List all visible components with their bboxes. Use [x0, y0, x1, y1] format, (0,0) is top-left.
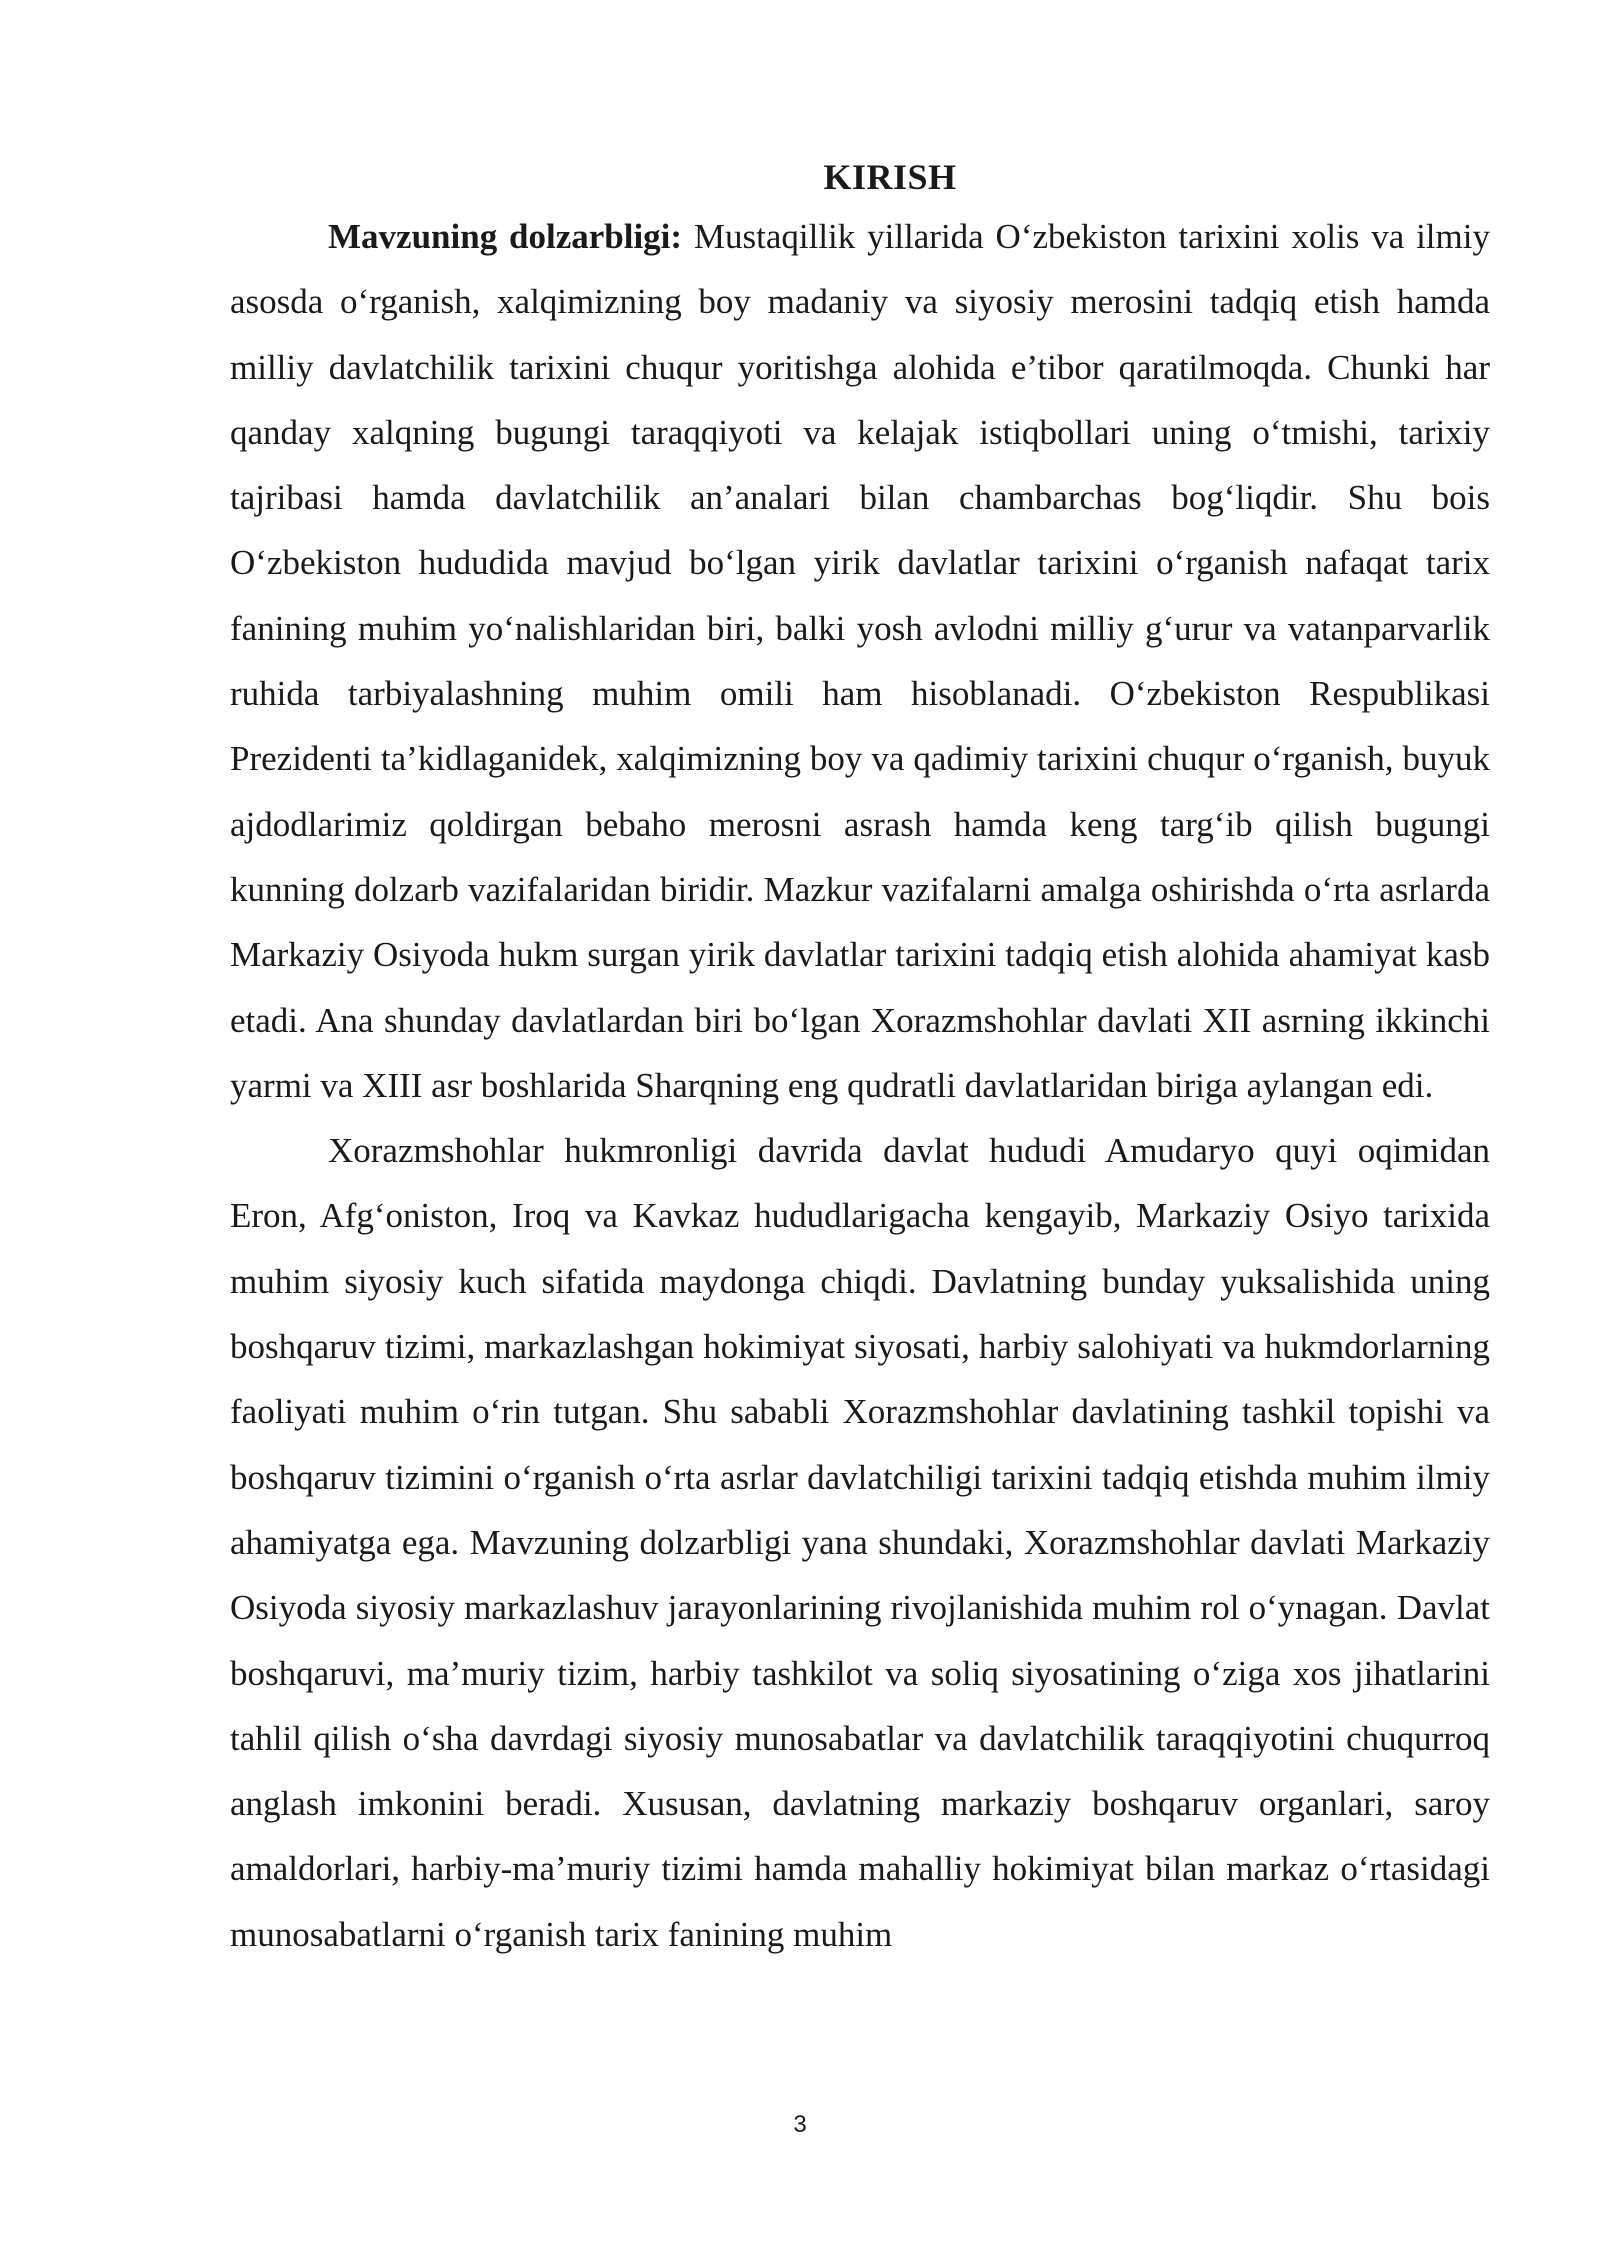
page-number: 3 [793, 2111, 807, 2138]
paragraph-lead: Mavzuning dolzarbligi: [328, 217, 683, 256]
paragraph-khorezmshahs [230, 1118, 1490, 1967]
paragraph-text: Xorazmshohlar hukmronligi davrida davlat hududi Amudaryo quyi oqimidan Eron, Afg‘oniston, Iroq va Kavkaz hududlarigacha kengayib, Markaziy Osiyo tarixida muhim siyosiy kuch sifatida maydonga chiqdi. Davlatning bunday yuksalishida uning boshqaruv tizimi, markazlashgan hokimiyat siyosati, harbiy salohiyati va hukmdorlarning faoliyati muhim o‘rin tutgan. Shu sababli Xorazmshohlar davlatining tashkil topishi va boshqaruv tizimini o‘rganish o‘rta asrlar davlatchiligi tarixini tadqiq etishda muhim ilmiy ahamiyatga ega. Mavzuning dolzarbligi yana shundaki, Xorazmshohlar davlati Markaziy Osiyoda siyosiy markazlashuv jarayonlarining rivojlanishida muhim rol o‘ynagan. Davlat boshqaruvi, ma’muriy tizim, harbiy tashkilot va soliq siyosatining o‘ziga xos jihatlarini tahlil qilish o‘sha davrdagi siyosiy munosabatlar va davlatchilik taraqqiyotini chuqurroq anglash imkonini beradi. Xususan, davlatning markaziy boshqaruv organlari, saroy amaldorlari, harbiy-ma’muriy tizimi hamda mahalliy hokimiyat bilan markaz o‘rtasidagi munosabatlarni o‘rganish tarix fanining muhim [230, 1131, 1490, 1954]
paragraph-relevance [230, 204, 1490, 1118]
page-content [230, 150, 1490, 1967]
paragraph-text: Mustaqillik yillarida O‘zbekiston tarixini xolis va ilmiy asosda o‘rganish, xalqimizning boy madaniy va siyosiy merosini tadqiq etish hamda milliy davlatchilik tarixini chuqur yoritishga alohida e’tibor qaratilmoqda. Chunki har qanday xalqning bugungi taraqqiyoti va kelajak istiqbollari uning o‘tmishi, tarixiy tajribasi hamda davlatchilik an’analari bilan chambarchas bog‘liqdir. Shu bois O‘zbekiston hududida mavjud bo‘lgan yirik davlatlar tarixini o‘rganish nafaqat tarix fanining muhim yo‘nalishlaridan biri, balki yosh avlodni milliy g‘urur va vatanparvarlik ruhida tarbiyalashning muhim omili ham hisoblanadi. O‘zbekiston Respublikasi Prezidenti ta’kidlaganidek, xalqimizning boy va qadimiy tarixini chuqur o‘rganish, buyuk ajdodlarimiz qoldirgan bebaho merosni asrash hamda keng targ‘ib qilish bugungi kunning dolzarb vazifalaridan biridir. Mazkur vazifalarni amalga oshirishda o‘rta asrlarda Markaziy Osiyoda hukm surgan yirik davlatlar tarixini tadqiq etish alohida ahamiyat kasb etadi. Ana shunday davlatlardan biri bo‘lgan Xorazmshohlar davlati XII asrning ikkinchi yarmi va XIII asr boshlarida Sharqning eng qudratli davlatlaridan biriga aylangan edi. [230, 217, 1490, 1105]
section-title: KIRISH [823, 157, 957, 197]
